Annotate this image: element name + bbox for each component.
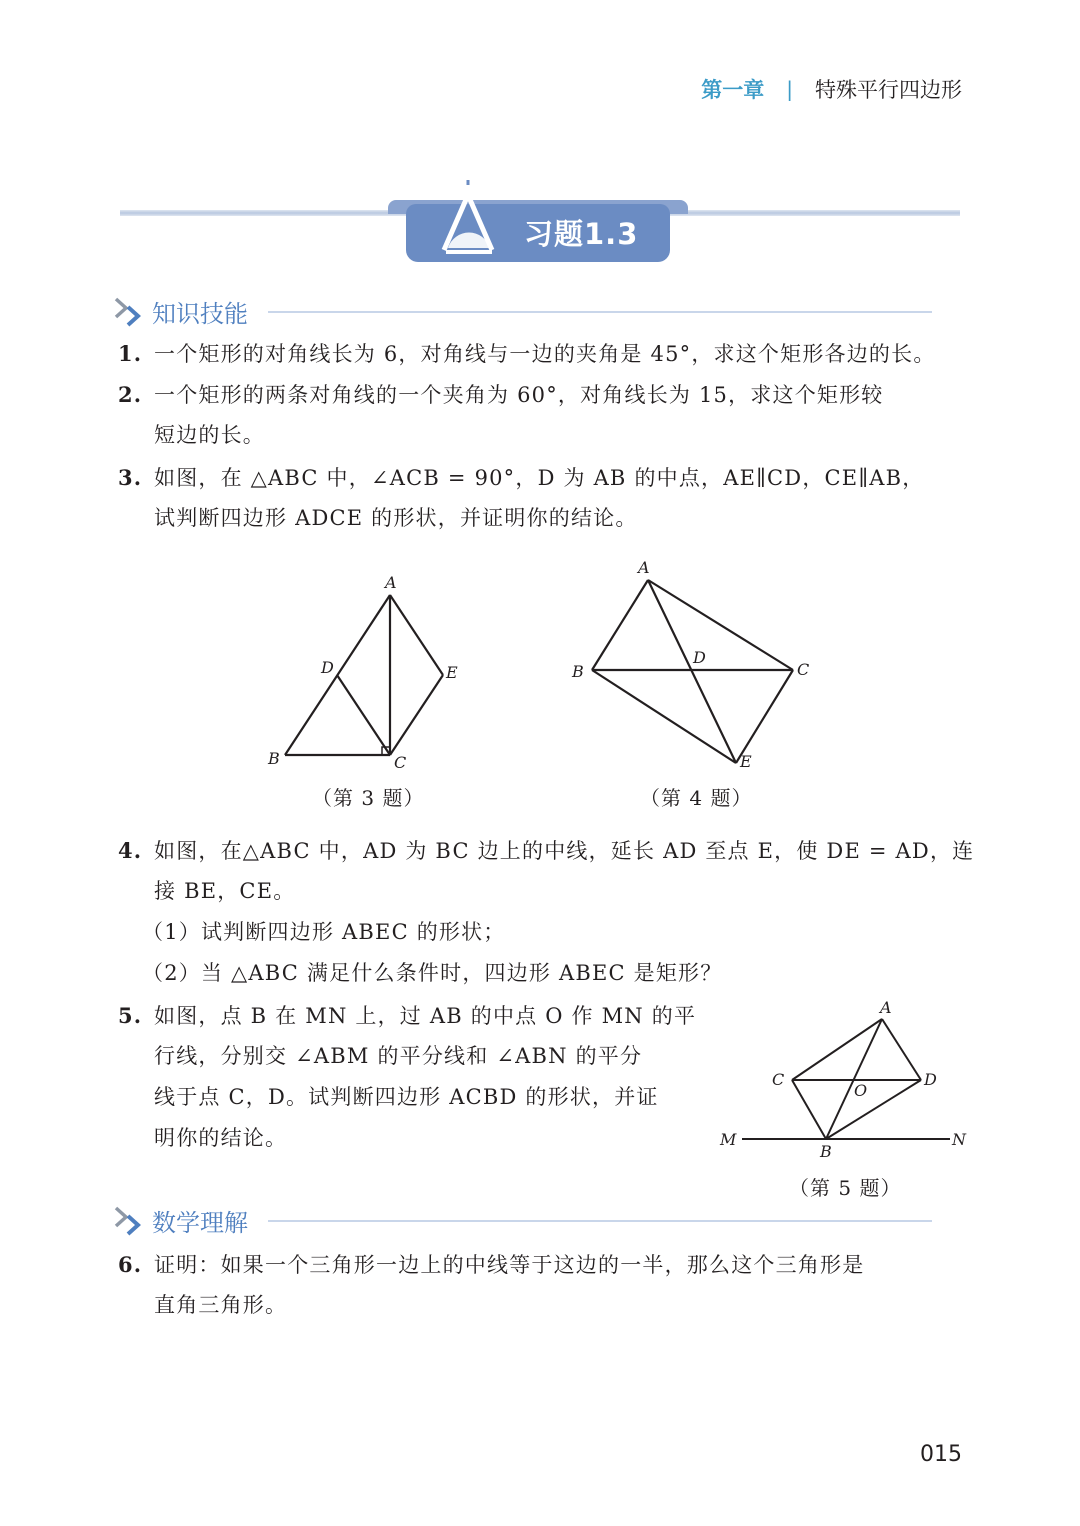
section-knowledge — [112, 294, 932, 329]
problem-4 — [118, 830, 974, 872]
chapter-label: 第一章 — [701, 78, 765, 102]
problem-2 — [118, 374, 884, 416]
segment-ae — [390, 595, 443, 675]
problem-number: 2. — [118, 382, 143, 407]
problem-text: 短边的长。 — [154, 423, 265, 447]
problem-text: 试判断四边形 ADCE 的形状，并证明你的结论。 — [154, 506, 638, 530]
figure-4-caption: （第 4 题） — [640, 786, 753, 810]
problem-text: 一个矩形的对角线长为 6，对角线与一边的夹角是 45°，求这个矩形各边的长。 — [154, 342, 936, 366]
problem-text: 明你的结论。 — [154, 1126, 288, 1150]
problem-text: （2）当 △ABC 满足什么条件时，四边形 ABEC 是矩形？ — [142, 961, 723, 985]
banner-title: 习题1.3 — [524, 217, 639, 251]
problem-4-cont — [154, 871, 295, 912]
label-d: D — [924, 1070, 937, 1089]
banner-rule-right — [668, 210, 960, 216]
problem-4-part-2 — [142, 953, 722, 994]
problem-text: 如图，在 △ABC 中，∠ACB = 90°，D 为 AB 的中点，AE∥CD，CE∥AB， — [154, 466, 925, 490]
problem-number: 3. — [118, 465, 143, 490]
label-m: M — [720, 1130, 737, 1149]
running-header — [701, 74, 962, 104]
label-c: C — [394, 753, 407, 772]
problem-3-cont — [154, 498, 638, 539]
compass-protractor-icon — [434, 178, 504, 258]
label-b: B — [820, 1142, 832, 1161]
section-rule — [268, 311, 932, 313]
problem-text: 线于点 C，D。试判断四边形 ACBD 的形状，并证 — [154, 1085, 659, 1109]
problem-3 — [118, 457, 924, 499]
figure-5 — [716, 995, 976, 1165]
label-b: B — [268, 749, 280, 768]
label-a: A — [880, 998, 892, 1017]
figure-5-caption: （第 5 题） — [789, 1176, 902, 1200]
segment-cb — [792, 1080, 826, 1139]
section-title: 数学理解 — [152, 1209, 248, 1237]
header-separator: | — [786, 77, 793, 101]
problem-number: 6. — [118, 1252, 143, 1277]
problem-text: 行线，分别交 ∠ABM 的平分线和 ∠ABN 的平分 — [154, 1044, 643, 1068]
problem-text: 证明：如果一个三角形一边上的中线等于这边的一半，那么这个三角形是 — [154, 1253, 865, 1277]
problem-4-part-1 — [142, 912, 506, 953]
section-title: 知识技能 — [152, 300, 248, 328]
problem-text: （1）试判断四边形 ABEC 的形状； — [142, 920, 506, 944]
problem-5-cont — [154, 1118, 287, 1159]
label-c: C — [797, 660, 810, 679]
label-d: D — [693, 648, 706, 667]
problem-number: 4. — [118, 838, 143, 863]
figure-4 — [560, 555, 820, 775]
figure-3 — [260, 570, 470, 775]
chevron-right-icon — [112, 1204, 146, 1238]
problem-text: 如图，点 B 在 MN 上，过 AB 的中点 O 作 MN 的平 — [154, 1004, 697, 1028]
problem-number: 5. — [118, 1003, 143, 1028]
problem-text: 接 BE，CE。 — [154, 879, 296, 903]
problem-text: 一个矩形的两条对角线的一个夹角为 60°，对角线长为 15，求这个矩形较 — [154, 383, 884, 407]
problem-5-cont — [154, 1077, 659, 1118]
chapter-title: 特殊平行四边形 — [815, 78, 962, 102]
label-a: A — [638, 558, 650, 577]
label-c: C — [772, 1070, 785, 1089]
segment-ec — [736, 670, 793, 763]
page-number: 015 — [920, 1442, 962, 1467]
segment-dc — [337, 675, 390, 755]
problem-text: 直角三角形。 — [154, 1293, 288, 1317]
problem-number: 1. — [118, 341, 143, 366]
label-a: A — [385, 573, 397, 592]
label-d: D — [321, 658, 334, 677]
problem-2-cont — [154, 415, 265, 456]
label-n: N — [952, 1130, 966, 1149]
problem-5 — [118, 995, 696, 1037]
problem-text: 如图，在△ABC 中，AD 为 BC 边上的中线，延长 AD 至点 E，使 DE = AD，连 — [154, 839, 975, 863]
label-o: O — [854, 1081, 868, 1100]
section-understanding — [112, 1203, 932, 1238]
label-e: E — [740, 752, 752, 771]
banner-rule-left — [120, 210, 410, 216]
chevron-right-icon — [112, 295, 146, 329]
problem-5-cont — [154, 1036, 642, 1077]
section-rule — [268, 1220, 932, 1222]
segment-da — [882, 1019, 921, 1080]
label-e: E — [446, 663, 458, 682]
figure-3-caption: （第 3 题） — [312, 786, 425, 810]
problem-6 — [118, 1244, 864, 1286]
segment-ab — [592, 580, 648, 670]
label-b: B — [572, 662, 584, 681]
segment-ec — [390, 675, 443, 755]
problem-1 — [118, 333, 936, 375]
problem-6-cont — [154, 1285, 287, 1326]
